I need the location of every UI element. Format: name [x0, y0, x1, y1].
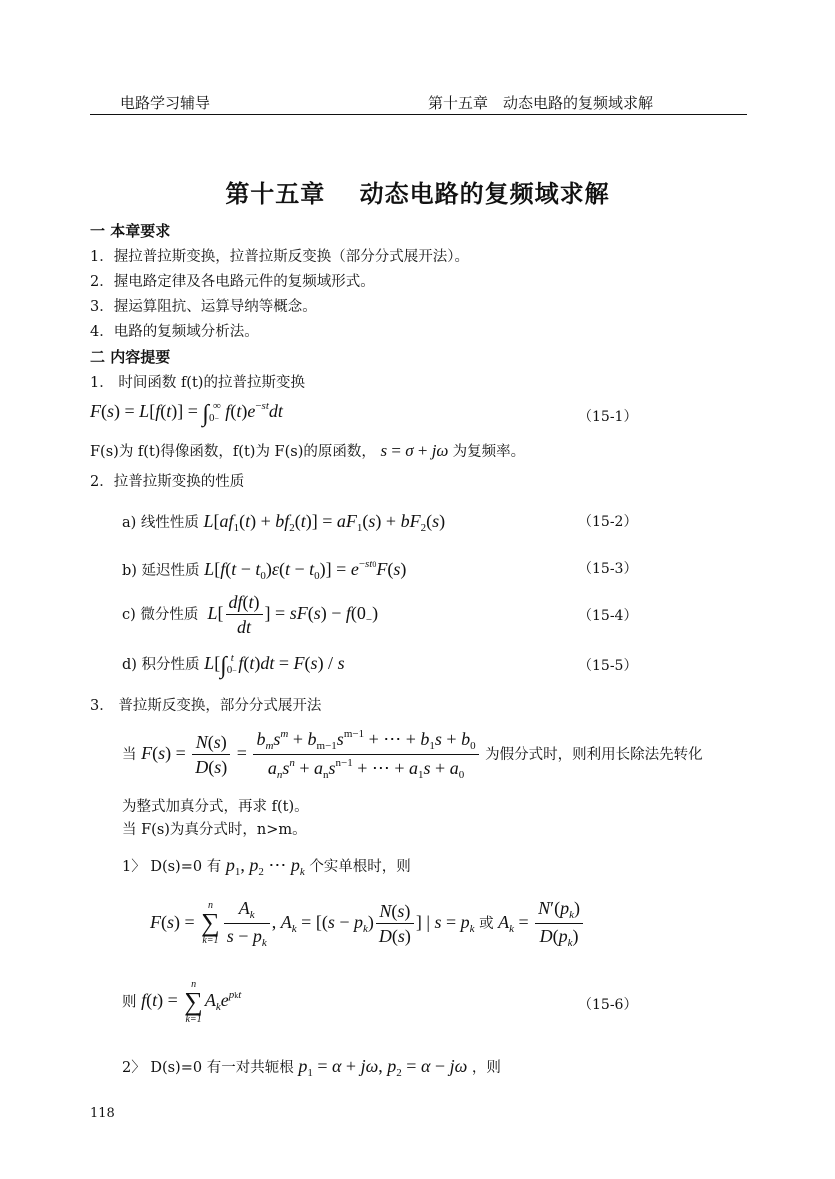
page-number: 118: [90, 1106, 115, 1121]
requirement-item: 1．握拉普拉斯变换，拉普拉斯反变换（部分分式展开法）。: [90, 249, 469, 265]
rational-function-paragraph: 当 F(s) = $\frac{N(s)}{D(s)}$ = $\frac{b_ms^m + b_{m-1}s^{m-1} + \cdots + b_1s + b_0}{a_ns^n + a_ns^{n-1} + \cdots + a_1s + a_0}$ 为假分式时，则利用长除法先转化: [122, 728, 703, 781]
equation-number: （15-5）: [578, 658, 638, 674]
property-delay: b) 延迟性质 $L[f(t - t_0)\varepsilon(t - t_0)] = e^{-st0}F(s)$: [122, 558, 407, 582]
equation-15-6-line: 则 f(t) = n ∑ k=1 $A_ke^{pkt}$: [122, 979, 242, 1025]
requirement-item: 4．电路的复频域分析法。: [90, 324, 259, 340]
section-heading-summary: 二 内容提要: [90, 348, 171, 366]
summary-item-3: 3． 普拉斯反变换，部分分式展开法: [90, 698, 322, 714]
paragraph-proper-fraction: 当 F(s)为真分式时，n>m。: [122, 822, 307, 838]
property-linear: a) 线性性质 $L[af_1(t) + bf_2(t)] = aF_1(s) + bF_2(s)$: [122, 511, 446, 534]
equation-partial-fraction: F(s) = n ∑ k=1 $\frac{A_k}{s - p_k}$ , $A_k = [(s - p_k)$ $\frac{N(s)}{D(s)}$ ] | $s = p_k$ 或 $A_k$ = $\frac{N'(p_k)}{D(p_k)}$: [150, 898, 585, 949]
paragraph-long-division: 为整式加真分式，再求 f(t)。: [122, 799, 309, 815]
section-heading-requirements: 一 本章要求: [90, 222, 171, 240]
paragraph-image-function: F(s)为 f(t)得像函数，f(t)为 F(s)的原函数， s = σ + jω 为复频率。: [90, 441, 526, 460]
equation-number: （15-4）: [578, 608, 638, 624]
chapter-title: 第十五章 动态电路的复频域求解: [225, 179, 610, 208]
equation-number: （15-2）: [578, 514, 638, 530]
summary-item-2: 2．拉普拉斯变换的性质: [90, 474, 245, 490]
property-integral: d) 积分性质 $L[\int_{0-}^t$ f(t)dt = F(s) / s: [122, 652, 345, 679]
equation-number: （15-6）: [578, 997, 638, 1013]
case-real-roots: 1〉 D(s)=0 有 $p_1$, $p_2$ ⋯ $p_k$ 个实单根时，则: [122, 855, 411, 878]
running-header-right: 第十五章 动态电路的复频域求解: [428, 94, 654, 112]
summary-item-1: 1． 时间函数 f(t)的拉普拉斯变换: [90, 375, 305, 391]
equation-15-1: $F(s) = L[f(t)] = \int_{0-}^\infty$ $f(t)e^{-st}dt$: [90, 400, 283, 427]
equation-number: （15-3）: [578, 561, 638, 577]
requirement-item: 3．握运算阻抗、运算导纳等概念。: [90, 299, 317, 315]
equation-number: （15-1）: [578, 409, 638, 425]
requirement-item: 2．握电路定律及各电路元件的复频域形式。: [90, 274, 375, 290]
header-rule: [90, 114, 747, 115]
case-conjugate-roots: 2〉 D(s)=0 有一对共轭根 $p_1 = \alpha + j\omega$, $p_2 = \alpha - j\omega$ ，则: [122, 1056, 501, 1079]
property-differential: c) 微分性质 L[ $\frac{df(t)}{dt}$ ] = $sF(s) - f(0_-)$: [122, 592, 379, 637]
running-header-left: 电路学习辅导: [120, 94, 211, 112]
